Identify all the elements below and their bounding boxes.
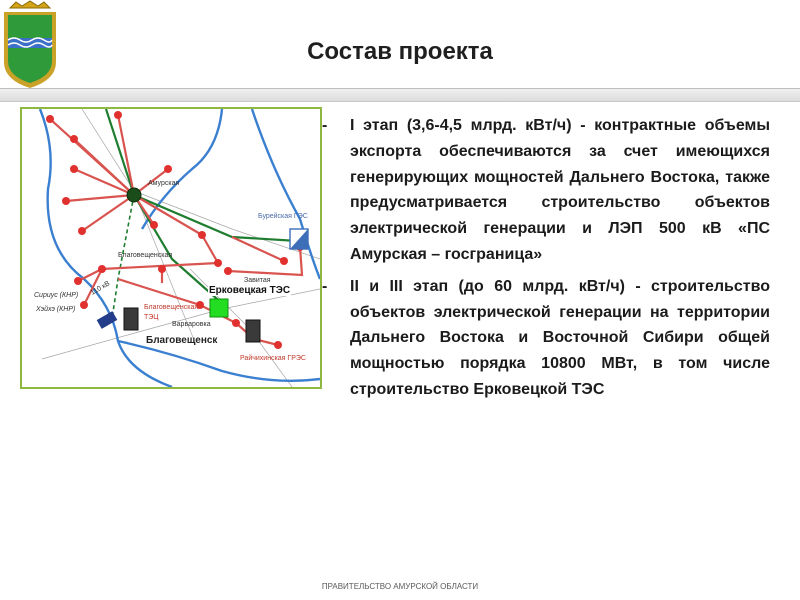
bullet-text: II и III этап (до 60 млрд. кВт/ч) - строительство объектов электрической генерации на территории Дальнего Востока и Восточной Сибири общей мощностью порядка 10800 МВт, в том числе строительство Ерковецкой ТЭС	[350, 277, 770, 398]
project-stages-list	[322, 113, 770, 403]
header-divider-bar	[0, 88, 800, 102]
label-zavitaya: Завитая	[244, 277, 271, 284]
label-blagoveshchenskaya: Благовещенская	[118, 252, 173, 259]
slide-title: Состав проекта	[307, 38, 493, 65]
substation-amurskaya	[127, 188, 141, 202]
label-sirius: Сириус (КНР)	[34, 292, 79, 299]
raichikhinsk-grés-icon	[246, 320, 260, 342]
label-erkovetskaya: Ерковецкая ТЭС	[209, 285, 291, 296]
erkovetskaya-tes-icon	[210, 299, 228, 317]
label-bureyskaya: Бурейская ГЭС	[258, 213, 308, 220]
label-110kv: 110 кВ	[89, 280, 112, 297]
bullet-text: I этап (3,6-4,5 млрд. кВт/ч) - контрактные объемы экспорта обеспечиваются за счет имеющихся генерирующих мощностей Дальнего Востока, также предусматривается строительство объектов электрической генерации и ЛЭП 500 кВ «ПС Амурская – госграница»	[350, 117, 770, 263]
energy-map	[20, 107, 322, 389]
label-heihe: Хэйхэ (КНР)	[36, 306, 76, 313]
blagoveshchenskaya-tec-icon	[124, 308, 138, 330]
bullet-item-stage-1	[322, 113, 770, 268]
label-raichikhinsk: Райчихинская ГРЭС	[240, 355, 306, 362]
footer-organization: ПРАВИТЕЛЬСТВО АМУРСКОЙ ОБЛАСТИ	[321, 582, 479, 591]
bullet-marker: -	[322, 277, 328, 295]
bullet-marker: -	[322, 117, 328, 134]
label-tec: Благовещенская ТЭЦ	[144, 304, 199, 321]
label-varvarovka: Варваровка	[172, 321, 211, 328]
label-blagoveshchensk: Благовещенск	[146, 335, 218, 346]
bureyskaya-hydro-icon	[290, 229, 308, 249]
label-amurskaya: Амурская	[148, 180, 180, 187]
bullet-item-stage-2-3	[322, 274, 770, 403]
